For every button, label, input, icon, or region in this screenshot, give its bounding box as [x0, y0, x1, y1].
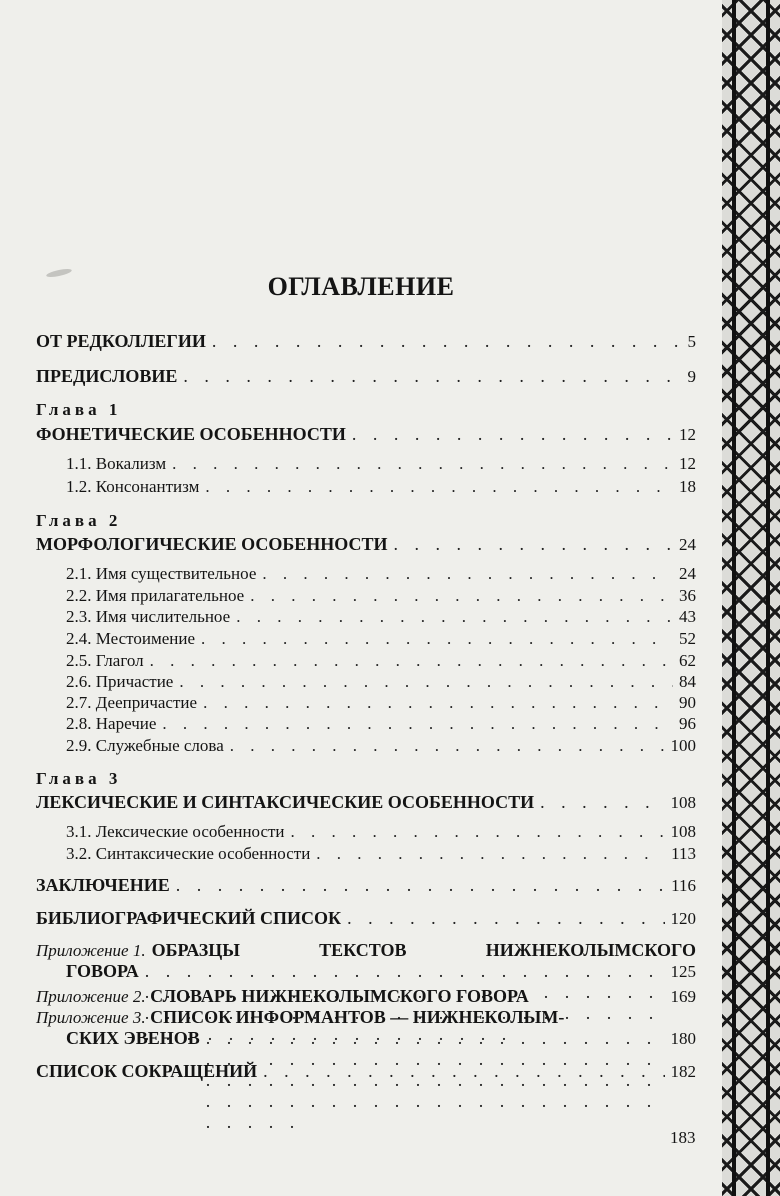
toc-entry-front	[36, 331, 696, 355]
toc-section-page: 43	[679, 607, 696, 626]
leader-dots	[347, 908, 664, 929]
leader-dots	[250, 586, 673, 606]
toc-section-label: 3.1. Лексические особенности	[66, 822, 285, 841]
toc-entry-page: 108	[670, 793, 696, 812]
toc-section	[66, 477, 696, 501]
toc-section-page: 24	[679, 564, 696, 583]
toc-section-page: 52	[679, 629, 696, 648]
toc-section-label: 2.2. Имя прилагательное	[66, 586, 245, 605]
toc-entry-label: ЛЕКСИЧЕСКИЕ И СИНТАКСИЧЕСКИЕ ОСОБЕННОСТИ	[36, 792, 535, 812]
chapter-heading: Глава 2	[36, 511, 122, 530]
toc-entry-page: 125	[670, 962, 696, 981]
chapter-title	[36, 424, 696, 448]
leader-dots	[262, 564, 673, 584]
leader-dots	[205, 477, 673, 497]
appendix-title-line2: ГОВОРА	[66, 961, 139, 981]
leader-dots	[540, 792, 664, 813]
leader-dots	[212, 331, 682, 352]
toc-entry-abbreviations	[36, 1061, 696, 1085]
toc-section-page: 36	[679, 586, 696, 605]
leader-dots	[263, 1061, 664, 1082]
leader-dots	[201, 629, 673, 649]
toc-section	[66, 564, 696, 588]
toc-section-label: 3.2. Синтаксические особенности	[66, 844, 311, 863]
toc-entry-front	[36, 366, 696, 390]
toc-entry-page: 180	[670, 1029, 696, 1048]
appendix-prefix: Приложение 2.	[36, 987, 146, 1006]
toc-entry-label: МОРФОЛОГИЧЕСКИЕ ОСОБЕННОСТИ	[36, 534, 388, 554]
appendix-title-line1: ОБРАЗЦЫ ТЕКСТОВ НИЖНЕКОЛЫМСКОГО	[151, 940, 696, 960]
toc-section-label: 2.5. Глагол	[66, 651, 144, 670]
toc-section-page: 12	[679, 454, 696, 473]
toc-entry-label: БИБЛИОГРАФИЧЕСКИЙ СПИСОК	[36, 908, 342, 928]
toc-section	[66, 822, 696, 846]
leader-dots	[230, 736, 665, 756]
toc-entry-back	[36, 875, 696, 899]
toc-entry-page: 120	[670, 909, 696, 928]
appendix-prefix: Приложение 1.	[36, 941, 146, 960]
toc-section	[66, 844, 696, 868]
page-title: ОГЛАВЛЕНИЕ	[267, 272, 455, 301]
appendix-title-line1: СЛОВАРЬ НИЖНЕКОЛЫМСКОГО ГОВОРА	[150, 986, 529, 1006]
toc-section-page: 90	[679, 693, 696, 712]
toc-entry-label: ОТ РЕДКОЛЛЕГИИ	[36, 331, 206, 351]
toc-entry-back	[36, 908, 696, 932]
toc-section	[66, 714, 696, 738]
toc-entry-page: 5	[687, 332, 696, 351]
page-number: 183	[670, 1128, 696, 1147]
toc-appendix	[36, 986, 696, 1007]
toc-section	[66, 454, 696, 478]
leader-dots	[316, 844, 665, 864]
chapter-title	[36, 534, 696, 558]
leader-dots	[179, 672, 673, 692]
appendix-title-line1: СПИСОК ИНФОРМАНТОВ — НИЖНЕКОЛЫМ-	[150, 1007, 565, 1027]
toc-entry-page: 116	[671, 876, 696, 895]
toc-section-label: 1.2. Консонантизм	[66, 477, 200, 496]
leader-dots	[291, 822, 665, 842]
toc-entry-label: ФОНЕТИЧЕСКИЕ ОСОБЕННОСТИ	[36, 424, 346, 444]
leader-dots	[150, 651, 673, 671]
toc-entry-label: СПИСОК СОКРАЩЕНИЙ	[36, 1061, 258, 1081]
chapter-heading: Глава 3	[36, 769, 122, 788]
toc-section-label: 2.6. Причастие	[66, 672, 174, 691]
leader-dots	[203, 693, 673, 713]
toc-entry-page: 12	[679, 425, 696, 444]
leader-dots	[162, 714, 673, 734]
toc-section-label: 1.1. Вокализм	[66, 454, 167, 473]
chapter-heading: Глава 1	[36, 400, 122, 419]
toc-entry-page: 9	[687, 367, 696, 386]
appendix-prefix: Приложение 3.	[36, 1008, 146, 1027]
toc-section-page: 18	[679, 477, 696, 496]
appendix-title-line2: СКИХ ЭВЕНОВ	[66, 1028, 200, 1048]
toc-entry-page: 24	[679, 535, 696, 554]
leader-dots	[172, 454, 673, 474]
toc-section-page: 62	[679, 651, 696, 670]
leader-dots	[393, 534, 673, 555]
toc-section-label: 2.7. Деепричастие	[66, 693, 198, 712]
toc-section-label: 2.3. Имя числительное	[66, 607, 231, 626]
toc-section-page: 108	[670, 822, 696, 841]
toc-entry-label: ЗАКЛЮЧЕНИЕ	[36, 875, 170, 895]
appendix-line	[36, 986, 696, 1007]
toc-section-page: 84	[679, 672, 696, 691]
toc-section-label: 2.8. Наречие	[66, 714, 157, 733]
toc-section-page: 113	[671, 844, 696, 863]
toc-section-label: 2.9. Служебные слова	[66, 736, 224, 755]
ornamental-border	[722, 0, 780, 1196]
toc-section-page: 100	[670, 736, 696, 755]
leader-dots	[352, 424, 673, 445]
toc-section-label: 2.4. Местоимение	[66, 629, 196, 648]
toc-entry-page: 182	[670, 1062, 696, 1081]
toc-section	[66, 629, 696, 653]
appendix-line	[36, 1007, 696, 1028]
chapter-title	[36, 792, 696, 816]
toc-section	[66, 607, 696, 631]
toc-entry-page: 169	[670, 987, 696, 1006]
toc-entry-label: ПРЕДИСЛОВИЕ	[36, 366, 178, 386]
leader-dots	[236, 607, 673, 627]
toc-section	[66, 736, 696, 760]
leader-dots	[176, 875, 665, 896]
leader-dots	[183, 366, 681, 387]
toc-section-page: 96	[679, 714, 696, 733]
appendix-line	[36, 940, 696, 961]
toc-section-label: 2.1. Имя существительное	[66, 564, 257, 583]
